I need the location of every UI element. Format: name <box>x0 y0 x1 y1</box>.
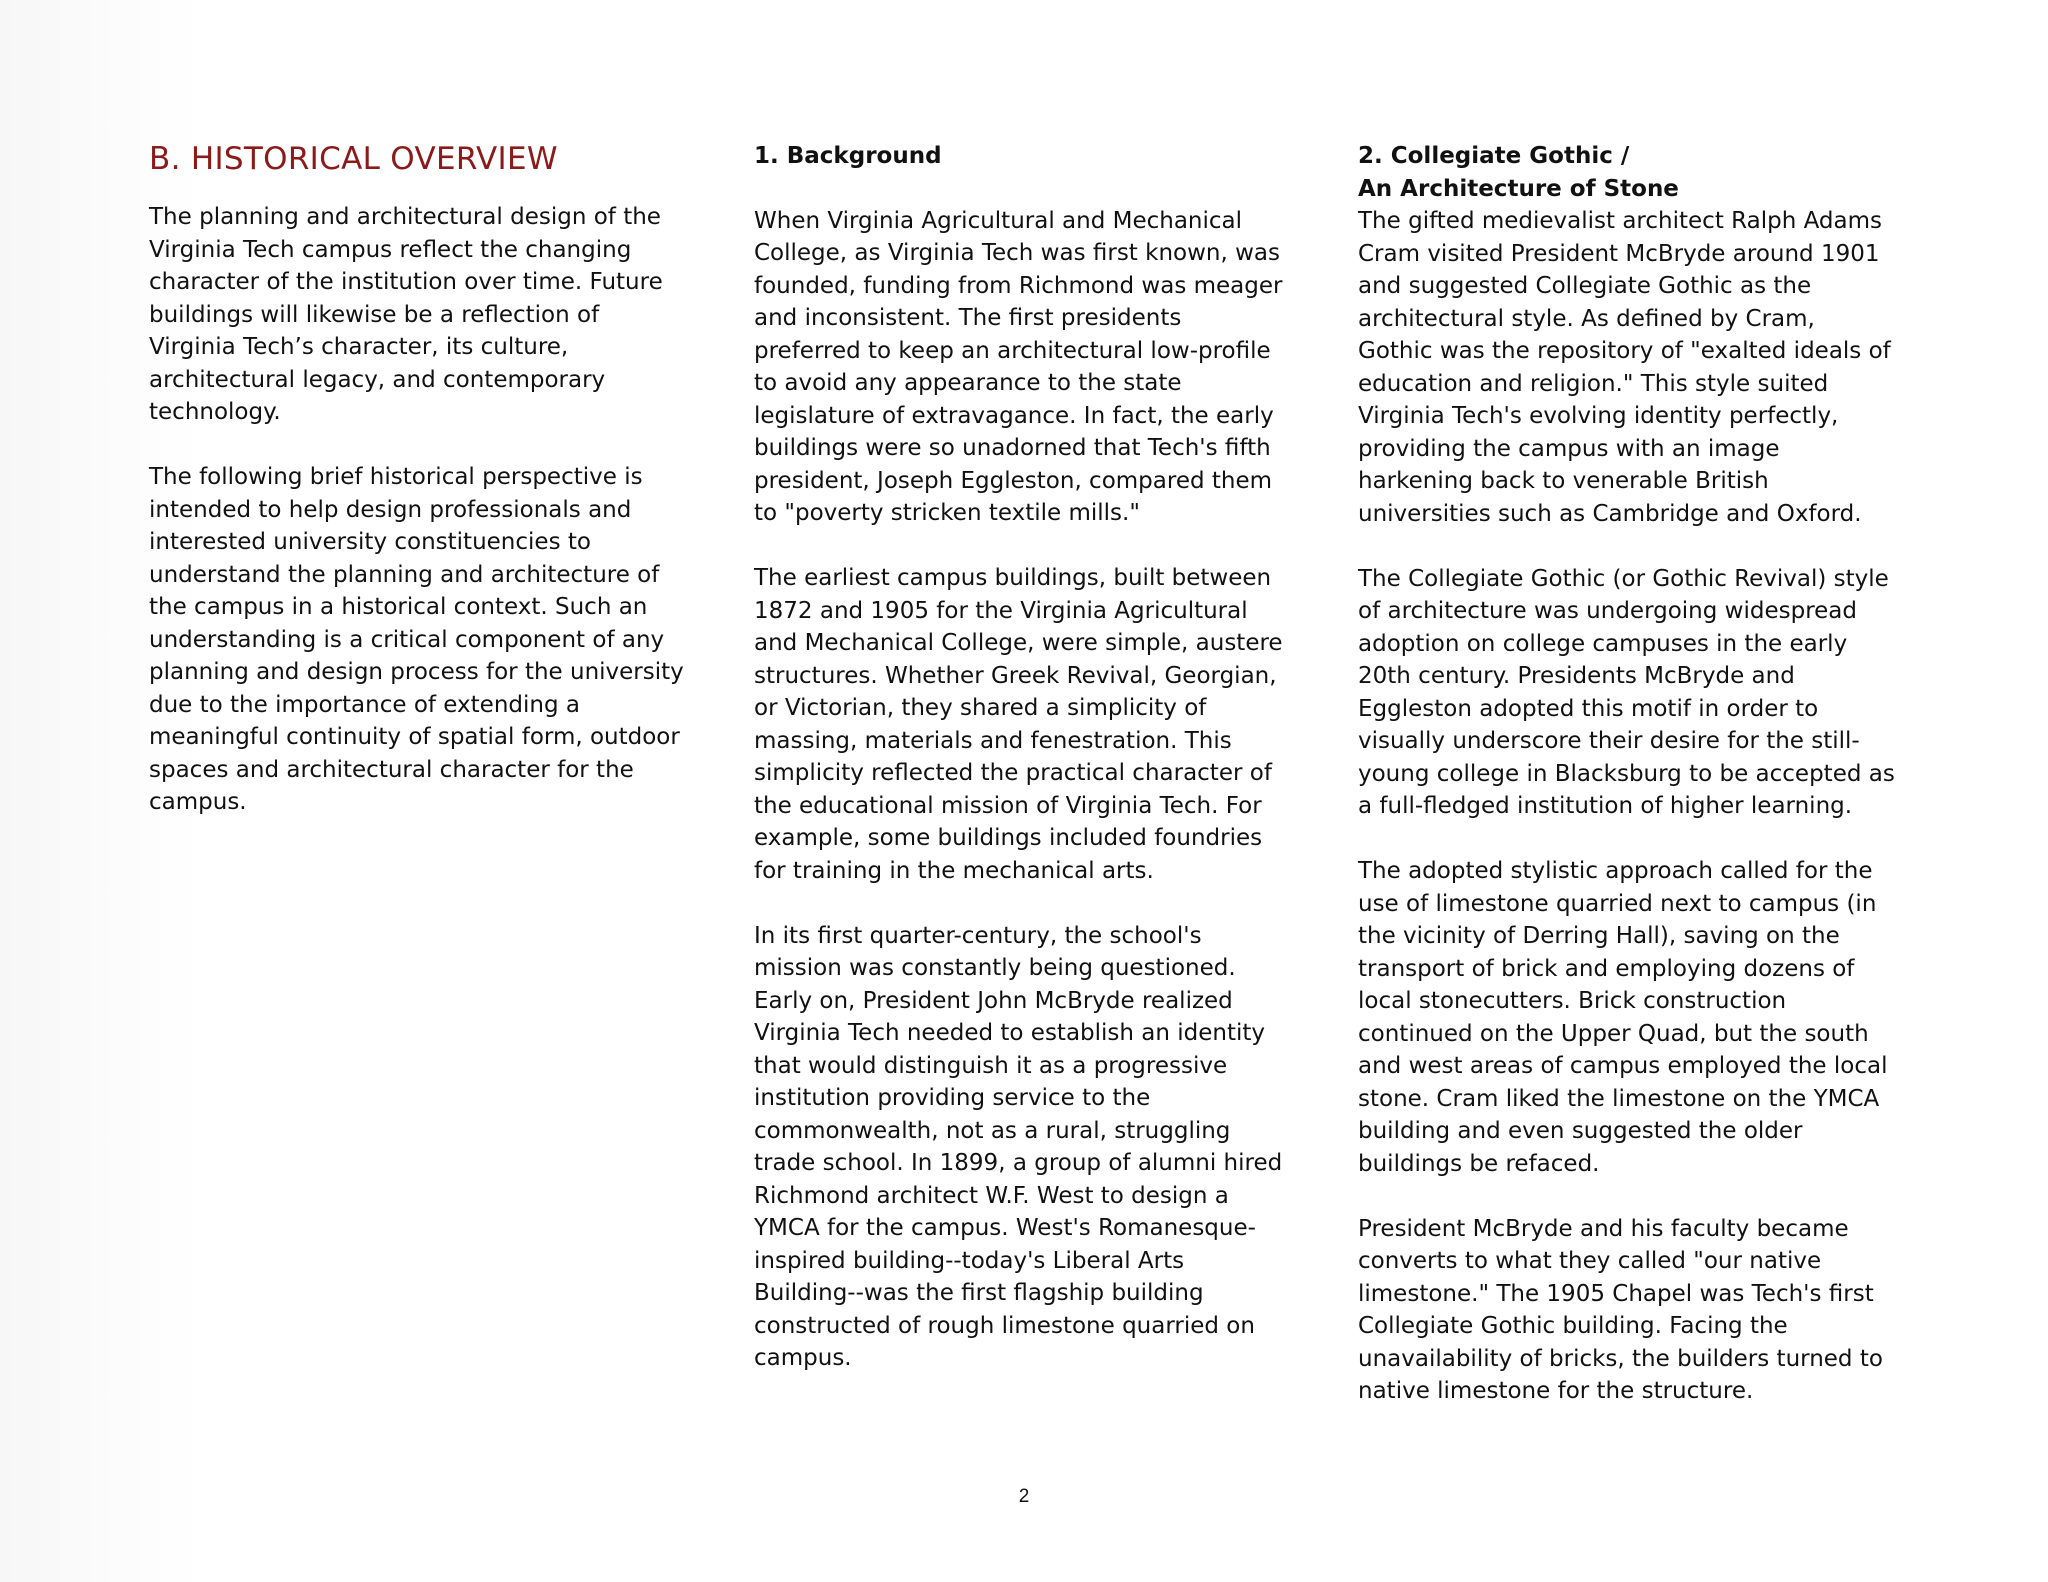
gothic-paragraph-1: The gifted medievalist architect Ralph Adams Cram visited President McBryde around 1901 and suggested Collegiate Gothic as the architectural style. As defined by Cram, Gothic was the repository of "exalted ideals of education and religion." This style suited Virginia Tech's evolving identity perfectly, providing the campus with an image harkening back to venerable British universities such as Cambridge and Oxford. <box>1358 208 1891 527</box>
overview-paragraph-2: The following brief historical perspective is intended to help design professionals and interested university constituencies to understand the planning and architecture of the campus in a historical context. Such an understanding is a critical component of any planning and design process for the university due to the importance of extending a meaningful continuity of spatial form, outdoor spaces and architectural character for the campus. <box>149 464 684 815</box>
background-heading: 1. Background <box>754 143 942 169</box>
gothic-paragraph-3: The adopted stylistic approach called for the use of limestone quarried next to campus (in the vicinity of Derring Hall), saving on the transport of brick and employing dozens of local stonecutters. Brick construction continued on the Upper Quad, but the south and west areas of campus employed the local stone. Cram liked the limestone on the YMCA building and even suggested the older buildings be refaced. <box>1358 858 1888 1177</box>
column-collegiate-gothic <box>1358 140 1928 1440</box>
collegiate-gothic-heading-line-1: 2. Collegiate Gothic / <box>1358 143 1630 169</box>
collegiate-gothic-heading-line-2: An Architecture of Stone <box>1358 175 1679 202</box>
section-heading: B. HISTORICAL OVERVIEW <box>149 141 558 177</box>
column-background <box>754 140 1324 1407</box>
page-number: 2 <box>1018 1486 1030 1507</box>
background-paragraph-1: When Virginia Agricultural and Mechanical College, as Virginia Tech was first known, was founded, funding from Richmond was meager and inconsistent. The first presidents preferred to keep an architectural low-profile to avoid any appearance to the state legislature of extravagance. In fact, the early buildings were so unadorned that Tech's fifth president, Joseph Eggleston, compared them to "poverty stricken textile mills." <box>754 207 1283 526</box>
gothic-paragraph-4: President McBryde and his faculty became converts to what they called "our native limestone." The 1905 Chapel was Tech's first Collegiate Gothic building. Facing the unavailability of bricks, the builders turned to native limestone for the structure. <box>1358 1215 1883 1404</box>
background-paragraph-3: In its first quarter-century, the school's mission was constantly being questioned. Early on, President John McBryde realized Virginia Tech needed to establish an identity that would distinguish it as a progressive institution providing service to the commonwealth, not as a rural, struggling trade school. In 1899, a group of alumni hired Richmond architect W.F. West to design a YMCA for the campus. West's Romanesque- inspired building--today's Liberal Arts Building--was the first flagship building constructed of rough limestone quarried on campus. <box>754 922 1283 1371</box>
gothic-paragraph-2: The Collegiate Gothic (or Gothic Revival) style of architecture was undergoing widespread adoption on college campuses in the early 20th century. Presidents McBryde and Eggleston adopted this motif in order to visually underscore their desire for the still- young college in Blacksburg to be accepted as a full-fledged institution of higher learning. <box>1358 565 1895 819</box>
background-paragraph-2: The earliest campus buildings, built between 1872 and 1905 for the Virginia Agricultural and Mechanical College, were simple, austere structures. Whether Greek Revival, Georgian, or Victorian, they shared a simplicity of massing, materials and fenestration. This simplicity reflected the practical character of the educational mission of Virginia Tech. For example, some buildings included foundries for training in the mechanical arts. <box>754 565 1283 884</box>
overview-paragraph-1: The planning and architectural design of the Virginia Tech campus reflect the changing character of the institution over time. Future buildings will likewise be a reflection of Virginia Tech’s character, its culture, architectural legacy, and contemporary technology. <box>149 204 663 425</box>
column-historical-overview <box>149 139 709 851</box>
